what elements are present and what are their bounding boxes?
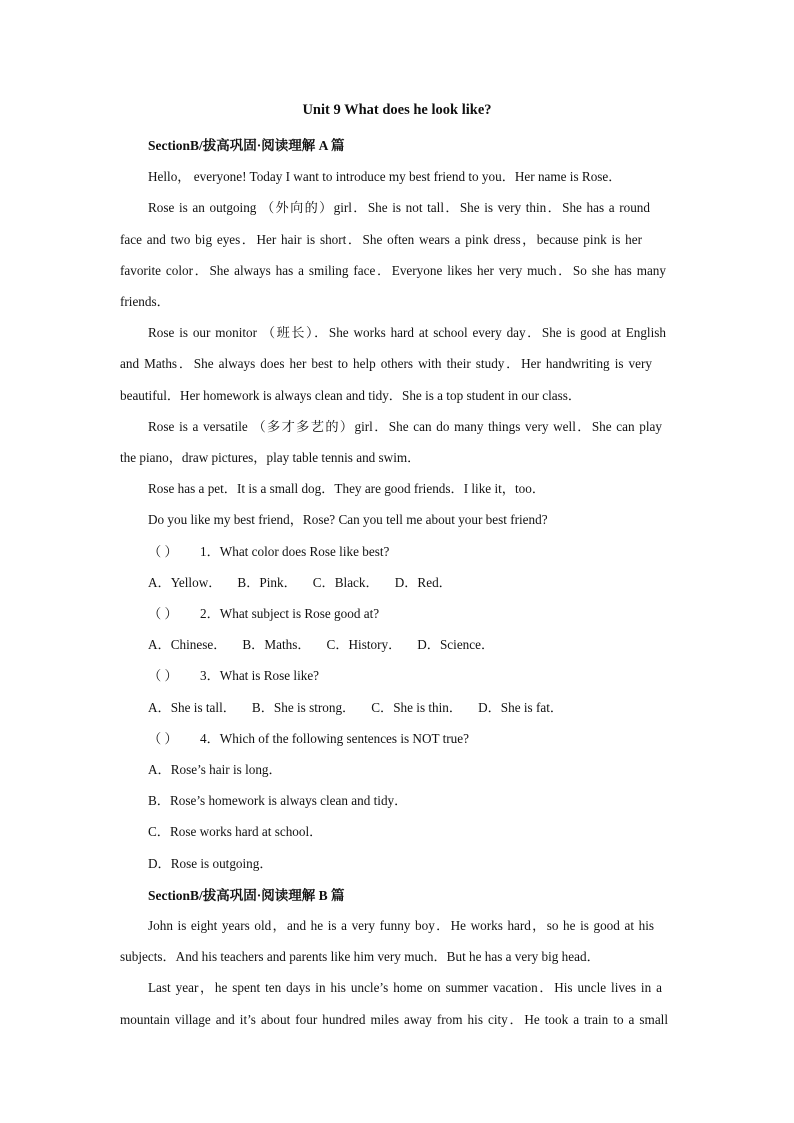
option-a[interactable]: A．Rose’s hair is long． (148, 762, 282, 777)
passage-a-line: Rose is an outgoing （外向的）girl．She is not tall．She is very thin．She has a round (148, 200, 650, 215)
section-b-heading: SectionB/拔高巩固·阅读理解 B 篇 (148, 888, 345, 903)
passage-a-line: Rose is our monitor （班长）．She works hard at school every day．She is good at English (148, 325, 666, 340)
option-b[interactable]: B．Pink． (237, 575, 297, 590)
question-2-options (148, 634, 494, 653)
answer-blank[interactable]: （ ） (148, 544, 178, 559)
answer-blank[interactable]: （ ） (148, 731, 178, 746)
option-c[interactable]: C．Rose works hard at school． (148, 824, 323, 839)
option-b[interactable]: B．She is strong． (251, 700, 356, 715)
option-c[interactable]: C．Black． (312, 575, 379, 590)
question-stem: 1．What color does Rose like best? (200, 544, 390, 559)
passage-a-line: favorite color．She always has a smiling face．Everyone likes her very much．So she has many (120, 263, 666, 278)
option-c[interactable]: C．She is thin． (371, 700, 463, 715)
option-d[interactable]: D．Rose is outgoing． (148, 856, 273, 871)
passage-a-line: and Maths．She always does her best to help others with their study．Her handwriting is very (120, 356, 652, 371)
option-b[interactable]: B．Rose’s homework is always clean and tidy． (148, 793, 408, 808)
option-a[interactable]: A．Chinese． (148, 637, 227, 652)
passage-b-line: John is eight years old，and he is a very funny boy．He works hard，so he is good at his (148, 918, 654, 933)
passage-a-line: friends． (120, 294, 170, 309)
passage-a-line: the piano，draw pictures，play table tennis and swim． (120, 450, 421, 465)
question-4 (148, 728, 469, 747)
passage-a-line: face and two big eyes．Her hair is short．She often wears a pink dress，because pink is her (120, 232, 642, 247)
passage-a-line: Hello， everyone! Today I want to introduce my best friend to you．Her name is Rose． (148, 169, 622, 184)
passage-a-line: Do you like my best friend，Rose? Can you tell me about your best friend? (148, 512, 548, 527)
question-3 (148, 665, 319, 684)
question-3-options (148, 697, 563, 716)
page-title: Unit 9 What does he look like? (302, 102, 492, 118)
question-1-options (148, 572, 452, 591)
answer-blank[interactable]: （ ） (148, 668, 178, 683)
section-a-heading: SectionB/拔高巩固·阅读理解 A 篇 (148, 138, 345, 153)
option-c[interactable]: C．History． (326, 637, 402, 652)
passage-a-line: Rose is a versatile （多才多艺的）girl．She can do many things very well．She can play (148, 419, 662, 434)
option-d[interactable]: D．Red． (394, 575, 452, 590)
question-stem: 4．Which of the following sentences is NOT true? (200, 731, 469, 746)
passage-a-line: beautiful．Her homework is always clean and tidy．She is a top student in our class． (120, 388, 582, 403)
passage-b-line: mountain village and it’s about four hundred miles away from his city．He took a train to a small (120, 1012, 669, 1027)
question-stem: 3．What is Rose like? (200, 668, 320, 683)
passage-b-line: Last year，he spent ten days in his uncle’s home on summer vacation．His uncle lives in a (148, 980, 662, 995)
answer-blank[interactable]: （ ） (148, 606, 178, 621)
option-d[interactable]: D．Science． (417, 637, 495, 652)
question-stem: 2．What subject is Rose good at? (200, 606, 380, 621)
question-1 (148, 541, 389, 560)
option-d[interactable]: D．She is fat． (478, 700, 564, 715)
question-2 (148, 603, 379, 622)
option-b[interactable]: B．Maths． (242, 637, 311, 652)
passage-a-line: Rose has a pet．It is a small dog．They are good friends．I like it，too． (148, 481, 546, 496)
option-a[interactable]: A．Yellow． (148, 575, 222, 590)
option-a[interactable]: A．She is tall． (148, 700, 236, 715)
passage-b-line: subjects．And his teachers and parents like him very much．But he has a very big head． (120, 949, 600, 964)
